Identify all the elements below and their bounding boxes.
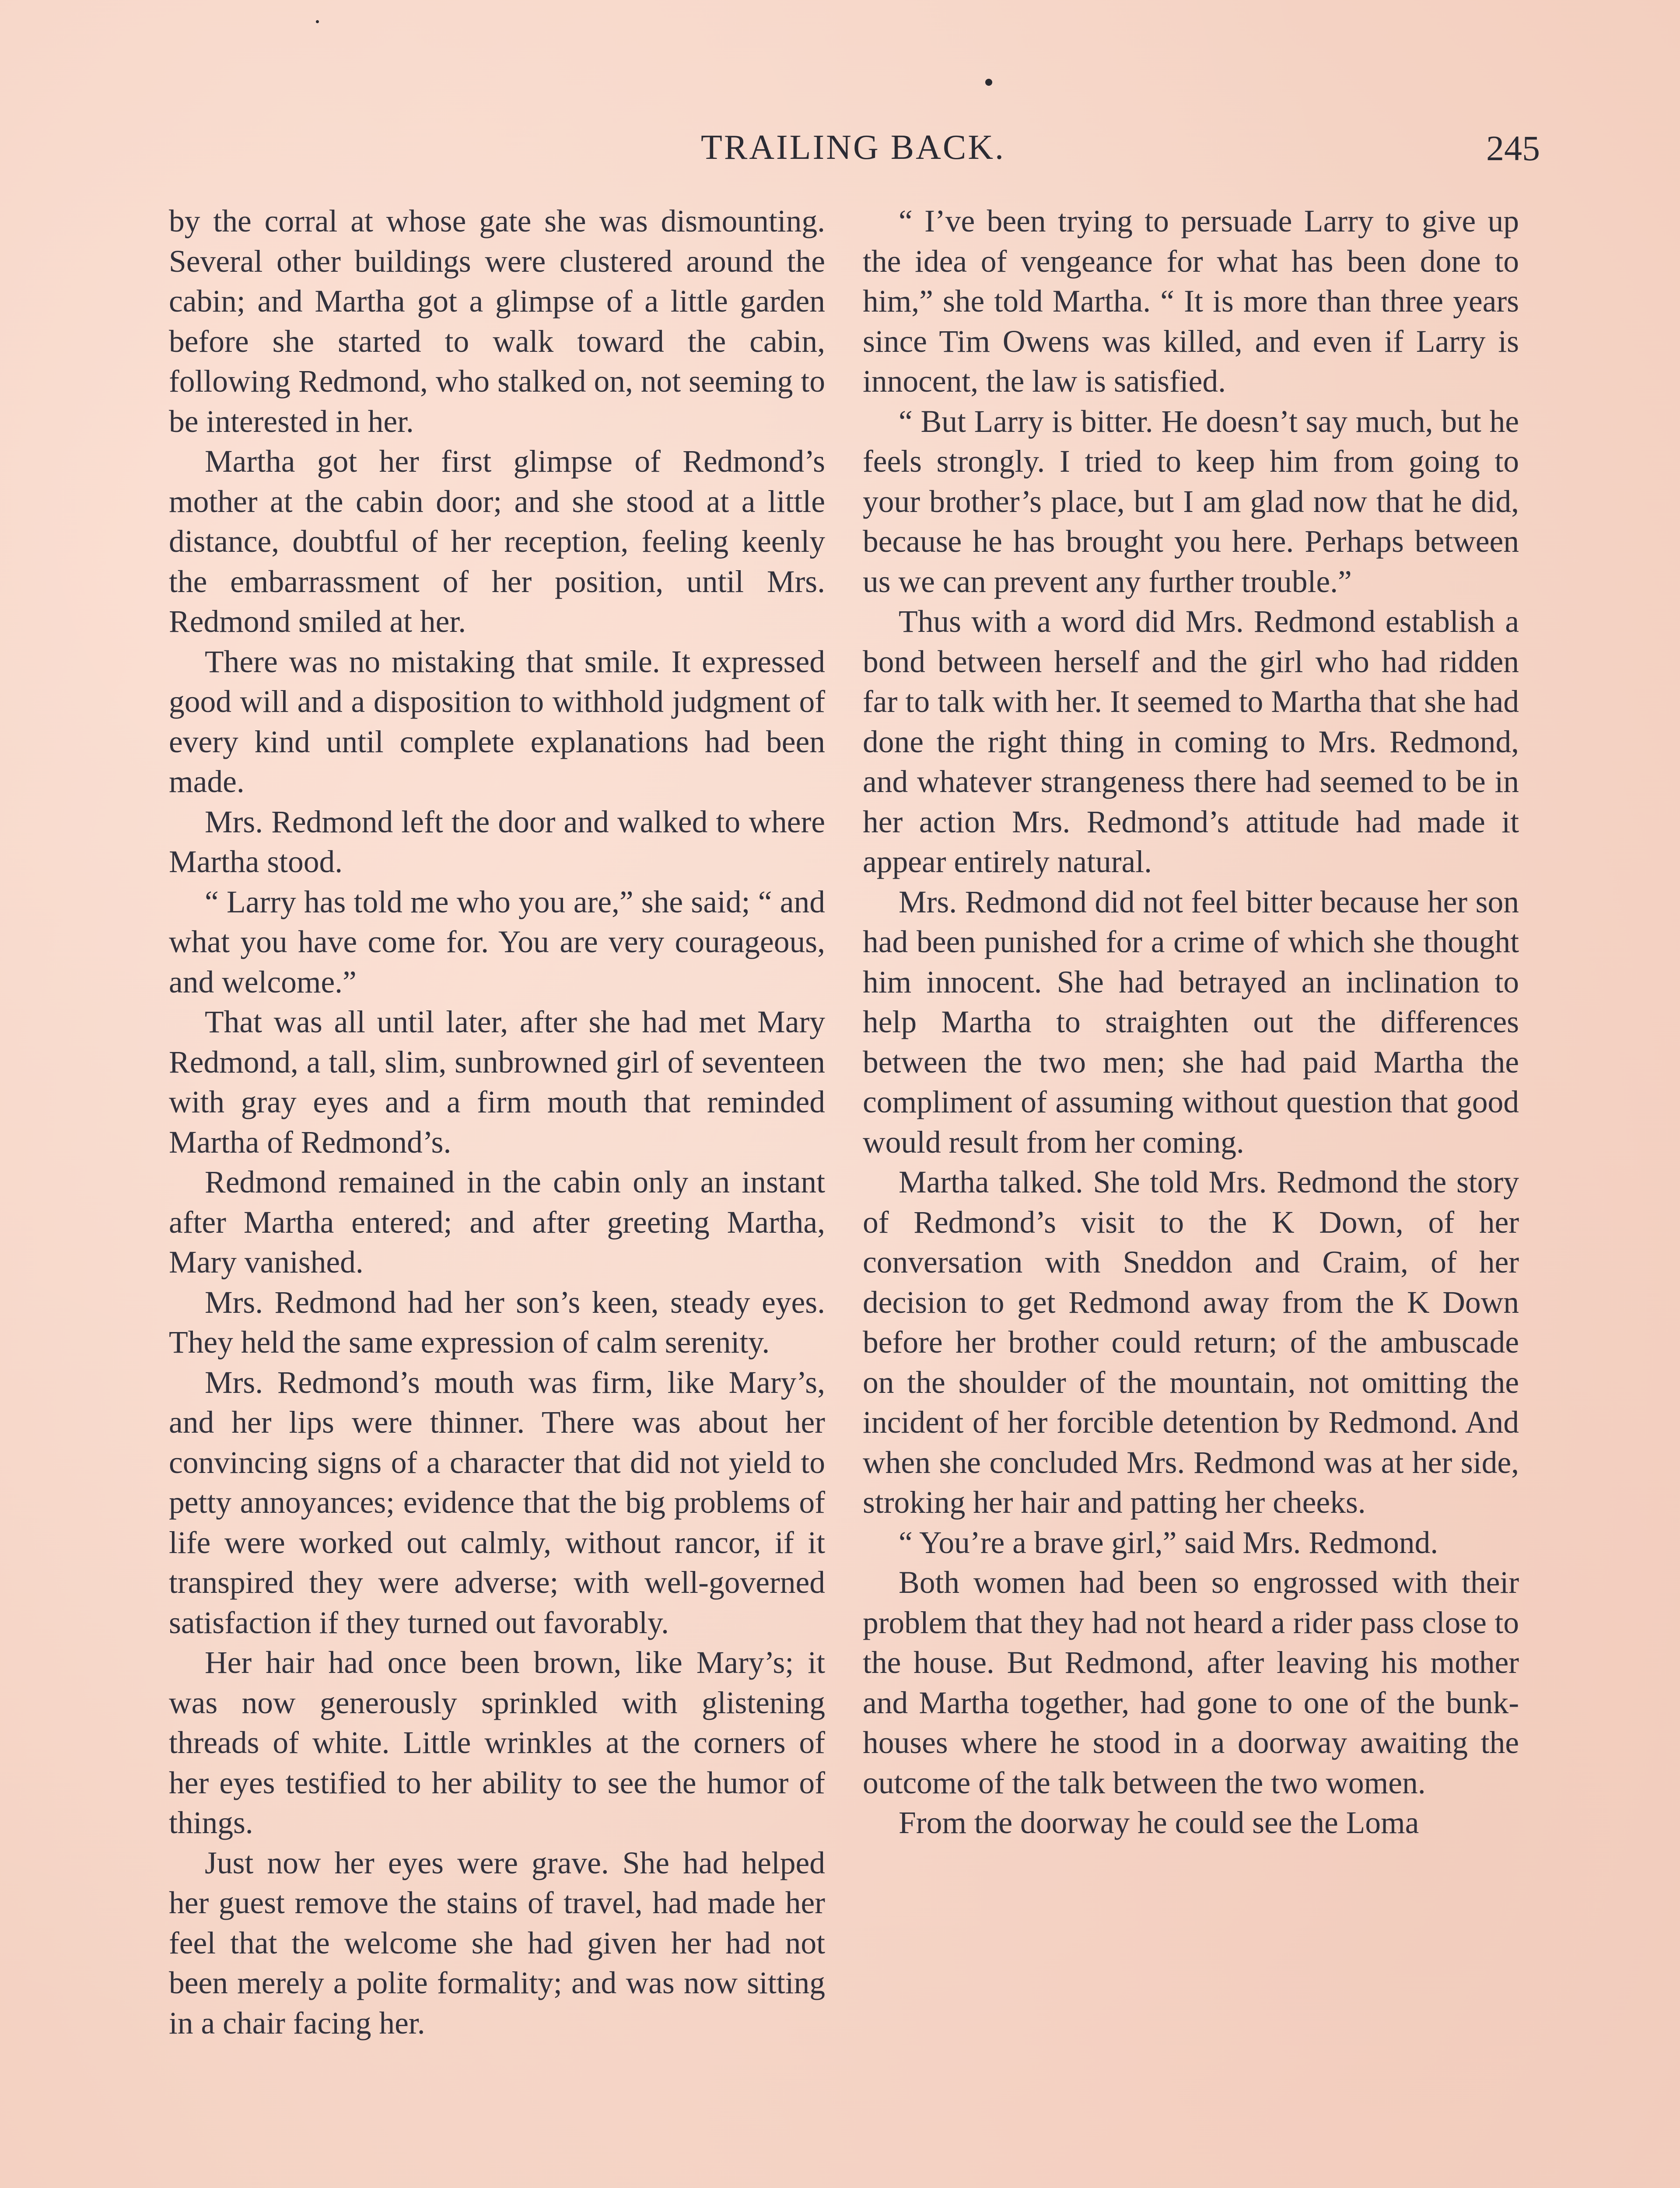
paragraph: Mrs. Redmond had her son’s keen, steady eyes. They held the same expression of calm serenity. bbox=[169, 1285, 825, 1360]
page-number: 245 bbox=[1486, 128, 1540, 168]
paragraph: There was no mistaking that smile. It expressed good will and a disposition to withhold judgment of every kind until complete explanations had been made. bbox=[169, 644, 825, 799]
paragraph: Her hair had once been brown, like Mary’s; it was now generously sprinkled with glistening threads of white. Little wrinkles at the corners of her eyes testified to her ability to see the humor of things. bbox=[169, 1645, 825, 1840]
paragraph: “ I’ve been trying to persuade Larry to give up the idea of vengeance for what has been done to him,” she told Martha. “ It is more than three years since Tim Owens was killed, and even if Larry is innocent, the law is satisfied. bbox=[863, 204, 1519, 399]
paragraph: Redmond remained in the cabin only an instant after Martha entered; and after greeting Martha, Mary vanished. bbox=[169, 1165, 825, 1280]
paragraph: by the corral at whose gate she was dismounting. Several other buildings were clustered around the cabin; and Martha got a glimpse of a little garden before she started to walk toward the cabin, following Redmond, who stalked on, not seeming to be interested in her. bbox=[169, 204, 825, 439]
paragraph: Martha talked. She told Mrs. Redmond the story of Redmond’s visit to the K Down, of her conversation with Sneddon and Craim, of her decision to get Redmond away from the K Down before her brother could return; of the ambuscade on the shoulder of the mountain, not omitting the incident of her forcible detention by Redmond. And when she concluded Mrs. Redmond was at her side, stroking her hair and patting her cheeks. bbox=[863, 1165, 1519, 1520]
paragraph: Martha got her first glimpse of Redmond’s mother at the cabin door; and she stood at a little distance, doubtful of her reception, feeling keenly the embarrassment of her position, until Mrs. Redmond smiled at her. bbox=[169, 444, 825, 639]
paragraph: That was all until later, after she had met Mary Redmond, a tall, slim, sunbrowned girl of seventeen with gray eyes and a firm mouth that reminded Martha of Redmond’s. bbox=[169, 1005, 825, 1160]
paragraph: “ Larry has told me who you are,” she said; “ and what you have come for. You are very courageous, and welcome.” bbox=[169, 884, 825, 999]
text-column-left bbox=[169, 201, 825, 2043]
ink-speck bbox=[316, 20, 319, 23]
paragraph: Mrs. Redmond left the door and walked to where Martha stood. bbox=[169, 804, 825, 879]
paragraph: “ You’re a brave girl,” said Mrs. Redmond. bbox=[899, 1525, 1438, 1560]
paragraph: Just now her eyes were grave. She had helped her guest remove the stains of travel, had made her feel that the welcome she had given her had not been merely a polite formality; and was now sitting in a chair facing her. bbox=[169, 1845, 825, 2041]
ink-speck bbox=[985, 79, 992, 86]
text-column-right bbox=[863, 201, 1519, 1843]
paragraph: From the doorway he could see the Loma bbox=[899, 1806, 1419, 1840]
page-header bbox=[166, 128, 1540, 180]
paragraph: Mrs. Redmond’s mouth was firm, like Mary’s, and her lips were thinner. There was about her convincing signs of a character that did not yield to petty annoyances; evidence that the big problems of life were worked out calmly, without rancor, if it transpired they were adverse; with well-governed satisfaction if they turned out favorably. bbox=[169, 1365, 825, 1640]
paragraph: Mrs. Redmond did not feel bitter because her son had been punished for a crime of which she thought him innocent. She had betrayed an inclination to help Martha to straighten out the differences between the two men; she had paid Martha the compliment of assuming without question that good would result from her coming. bbox=[863, 884, 1519, 1160]
paragraph: Both women had been so engrossed with their problem that they had not heard a rider pass close to the house. But Redmond, after leaving his mother and Martha together, had gone to one of the bunkhouses where he stood in a doorway awaiting the outcome of the talk between the two women. bbox=[863, 1565, 1519, 1800]
paragraph: “ But Larry is bitter. He doesn’t say much, but he feels strongly. I tried to keep him from going to your brother’s place, but I am glad now that he did, because he has brought you here. Perhaps between us we can prevent any further trouble.” bbox=[863, 404, 1519, 599]
running-title: TRAILING BACK. bbox=[701, 128, 1005, 167]
paragraph: Thus with a word did Mrs. Redmond establish a bond between herself and the girl who had ridden far to talk with her. It seemed to Martha that she had done the right thing in coming to Mrs. Redmond, and whatever strangeness there had seemed to be in her action Mrs. Redmond’s attitude had made it appear entirely natural. bbox=[863, 604, 1519, 879]
